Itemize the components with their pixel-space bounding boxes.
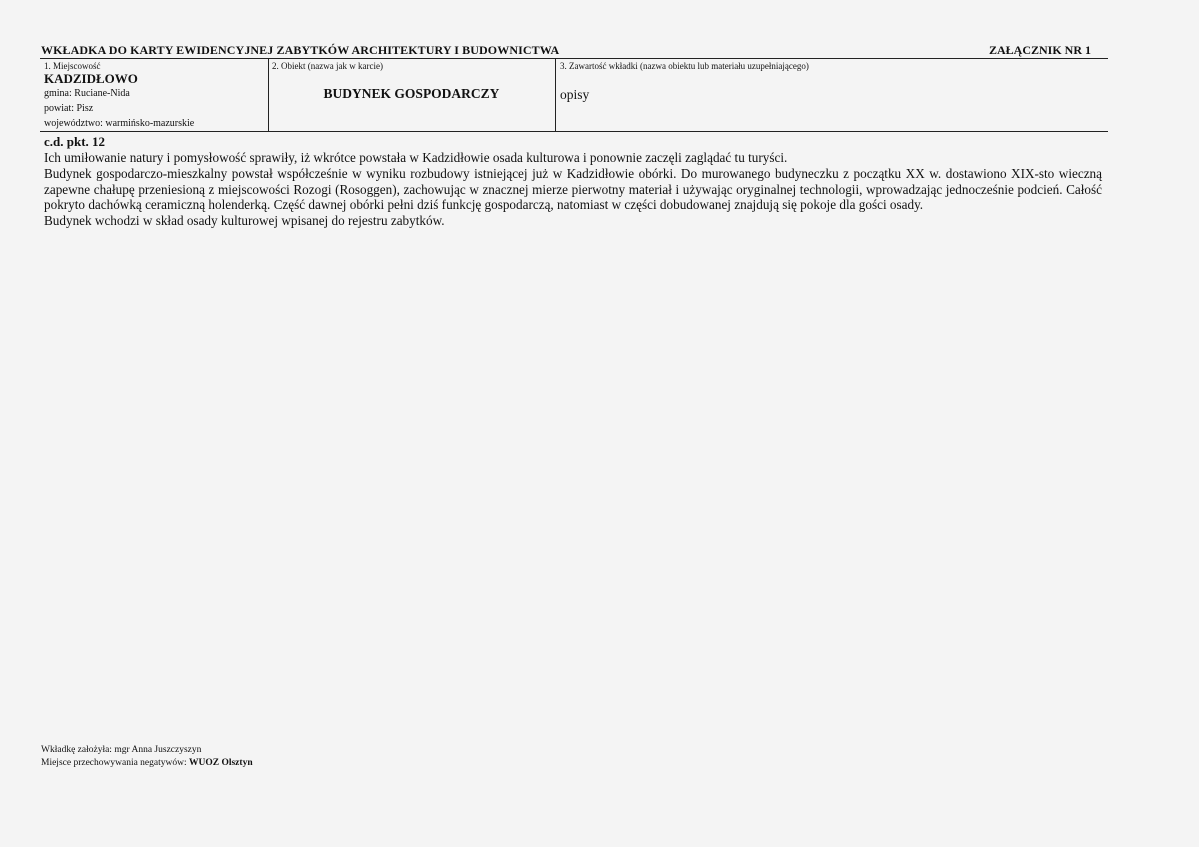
gmina-line: gmina: Ruciane-Nida xyxy=(44,88,130,99)
section-heading: c.d. pkt. 12 xyxy=(44,134,106,149)
paragraph: Budynek wchodzi w skład osady kulturowej wpisanej do rejestru zabytków. xyxy=(44,213,445,229)
powiat-line: powiat: Pisz xyxy=(44,103,94,114)
header-rule-top xyxy=(40,58,1108,59)
contents-label: 3. Zawartość wkładki (nazwa obiektu lub materiału uzupełniającego) xyxy=(560,61,809,71)
wojewodztwo-line: województwo: warmińsko-mazurskie xyxy=(44,118,195,129)
paragraph: Budynek gospodarczo-mieszkalny powstał współcześnie w wyniku rozbudowy istniejącej już w Kadzidłowie obórki. Do murowanego budyneczku z początku XX w. dostawiono XIX-sto wieczną zapewne chałupę przeniesioną z miejscowości Rozogi (Rosoggen), zachowując w znacznej mierze pierwotny materiał i używając oryginalnej technologii, wprowadzając jednocześnie podcień. Całość pokryto dachówką ceramiczną holenderką. Część dawnej obórki pełni dziś funkcję gospodarczą, natomiast w części dobudowanej znajdują się pokoje dla gości osady. xyxy=(44,165,1102,213)
annex-number: ZAŁĄCZNIK NR 1 xyxy=(988,43,1091,57)
object-name: BUDYNEK GOSPODARCZY xyxy=(323,86,500,101)
object-label: 2. Obiekt (nazwa jak w karcie) xyxy=(272,61,383,71)
contents-value: opisy xyxy=(560,87,590,102)
negatives-label: Miejsce przechowywania negatywów: xyxy=(41,758,189,768)
column-divider xyxy=(555,59,556,131)
negatives-value: WUOZ Olsztyn xyxy=(189,758,253,768)
negatives-line xyxy=(41,758,253,768)
header-rule-bottom xyxy=(40,131,1108,132)
paragraph: Ich umiłowanie natury i pomysłowość sprawiły, iż wkrótce powstała w Kadzidłowie osada kulturowa i ponownie zaczęli zaglądać tu turyści. xyxy=(44,150,788,165)
description-body xyxy=(44,150,1102,229)
place-name: KADZIDŁOWO xyxy=(44,71,138,86)
founder-line: Wkładkę założyła: mgr Anna Juszczyszyn xyxy=(41,745,202,755)
place-label: 1. Miejscowość xyxy=(44,61,101,71)
document-title: WKŁADKA DO KARTY EWIDENCYJNEJ ZABYTKÓW ARCHITEKTURY I BUDOWNICTWA xyxy=(41,43,560,57)
